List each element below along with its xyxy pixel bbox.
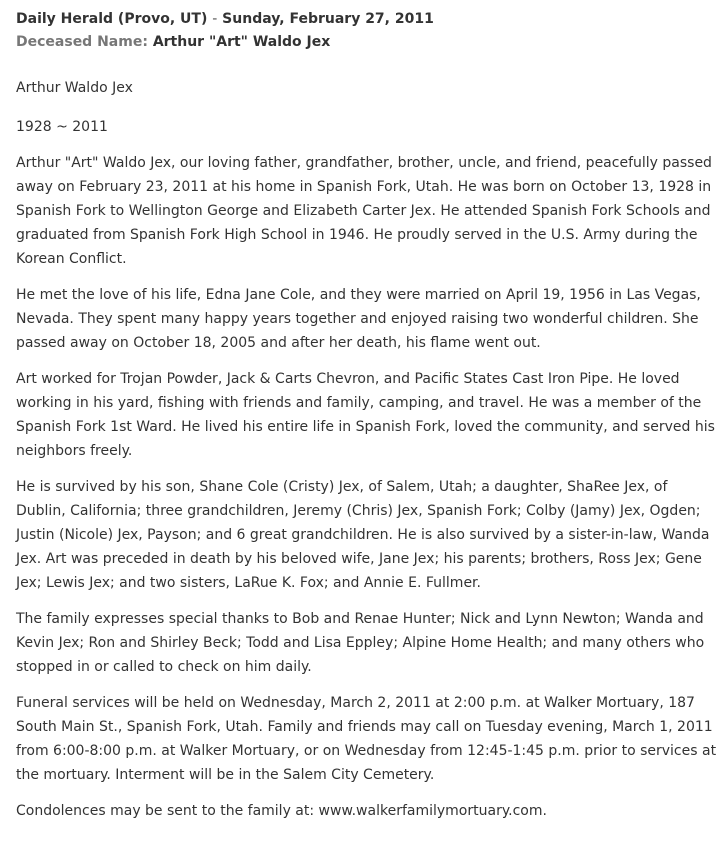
paragraph-survivors: He is survived by his son, Shane Cole (Cristy) Jex, of Salem, Utah; a daughter, ShaRee Jex, of Dublin, California; three grandchildren, Jeremy (Chris) Jex, Spanish Fork; Colby (Jamy) Jex, Ogden; Justin (Nicole) Jex, Payson; and 6 great grandchildren. He is also survived by a sister-in-law, Wanda Jex. Art was preceded in death by his beloved wife, Jane Jex; his parents; brothers, Ross Jex; Gene Jex; Lewis Jex; and two sisters, LaRue K. Fox; and Annie E. Fullmer. xyxy=(16,479,710,591)
paragraph-work-and-hobbies: Art worked for Trojan Powder, Jack & Carts Chevron, and Pacific States Cast Iron Pipe. He loved working in his yard, fishing with friends and family, camping, and travel. He was a member of the Spanish Fork 1st Ward. He lived his entire life in Spanish Fork, loved the community, and served his neighbors freely. xyxy=(16,371,715,459)
publication-source: Daily Herald (Provo, UT) xyxy=(16,11,208,27)
deceased-line xyxy=(16,31,717,54)
deceased-label: Deceased Name: xyxy=(16,34,148,50)
paragraph-marriage: He met the love of his life, Edna Jane Cole, and they were married on April 19, 1956 in Las Vegas, Nevada. They spent many happy years together and enjoyed raising two wonderful children. She passed away on October 18, 2005 and after her death, his flame went out. xyxy=(16,287,701,351)
header-separator: - xyxy=(212,11,218,27)
publication-date: Sunday, February 27, 2011 xyxy=(222,11,434,27)
obituary-name: Arthur Waldo Jex xyxy=(16,80,133,96)
deceased-name: Arthur "Art" Waldo Jex xyxy=(152,34,331,50)
paragraph-thanks: The family expresses special thanks to Bob and Renae Hunter; Nick and Lynn Newton; Wanda and Kevin Jex; Ron and Shirley Beck; Todd and Lisa Eppley; Alpine Home Health; and many others who stopped in or called to check on him daily. xyxy=(16,611,705,675)
paragraph-funeral-services: Funeral services will be held on Wednesday, March 2, 2011 at 2:00 p.m. at Walker Mortuary, 187 South Main St., Spanish Fork, Utah. Family and friends may call on Tuesday evening, March 1, 2011 from 6:00-8:00 p.m. at Walker Mortuary, or on Wednesday from 12:45-1:45 p.m. prior to services at the mortuary. Interment will be in the Salem City Cemetery. xyxy=(16,695,717,783)
obituary-years: 1928 ~ 2011 xyxy=(16,119,108,135)
publication-line xyxy=(16,8,717,31)
paragraph-life-summary: Arthur "Art" Waldo Jex, our loving father, grandfather, brother, uncle, and friend, peacefully passed away on February 23, 2011 at his home in Spanish Fork, Utah. He was born on October 13, 1928 in Spanish Fork to Wellington George and Elizabeth Carter Jex. He attended Spanish Fork Schools and graduated from Spanish Fork High School in 1946. He proudly served in the U.S. Army during the Korean Conflict. xyxy=(16,155,712,267)
paragraph-condolences: Condolences may be sent to the family at: www.walkerfamilymortuary.com. xyxy=(16,803,547,819)
